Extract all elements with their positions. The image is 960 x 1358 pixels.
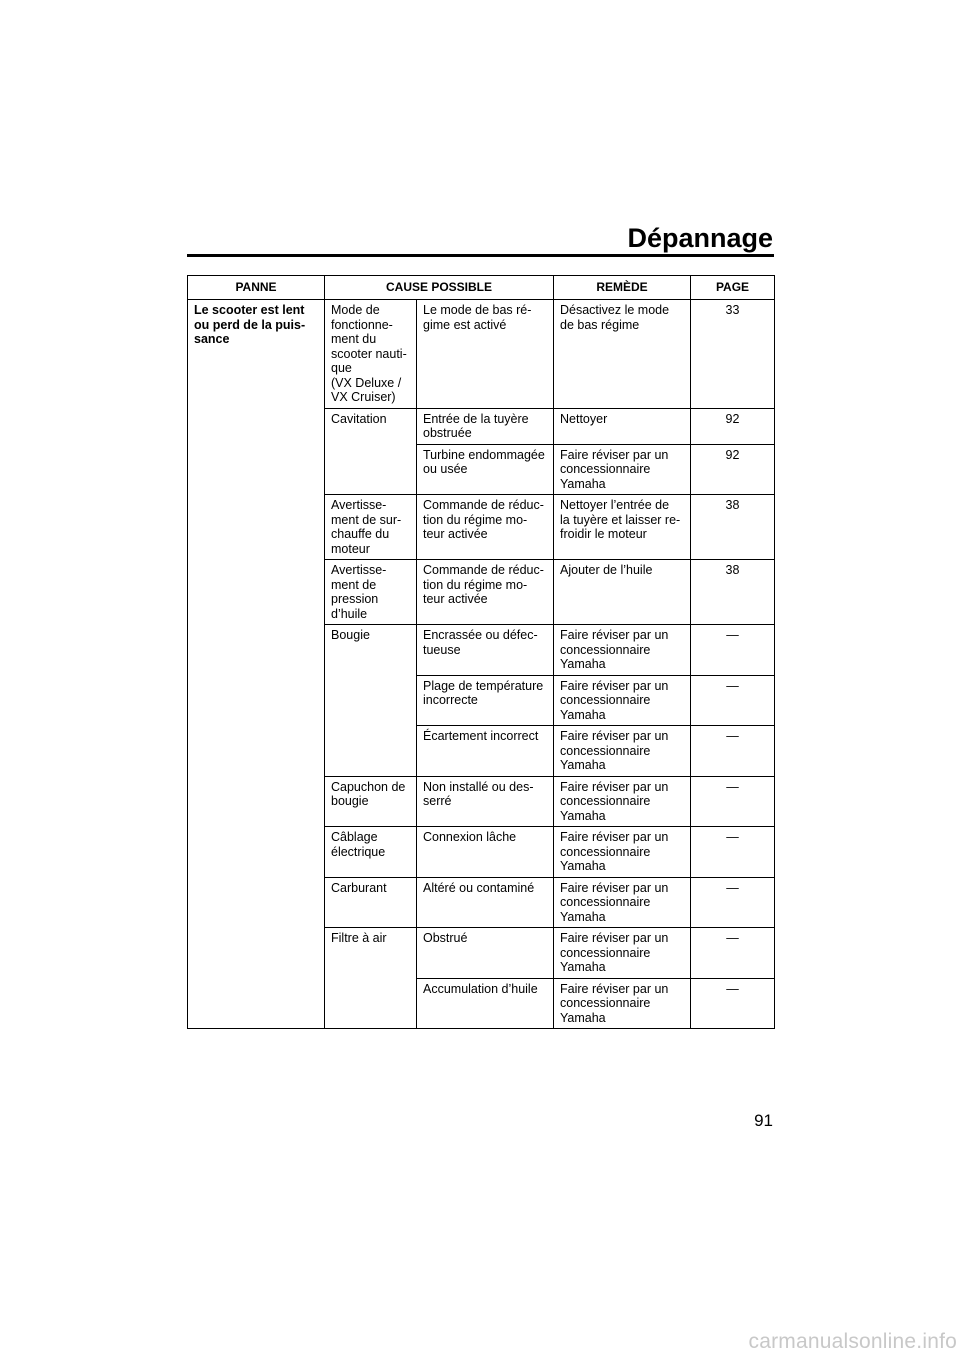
remede-cell: Désactivez le mode de bas régime bbox=[554, 300, 691, 409]
remede-cell: Nettoyer l’entrée de la tuyère et laisser re- froidir le moteur bbox=[554, 495, 691, 560]
header-panne: PANNE bbox=[188, 276, 325, 300]
title-rule bbox=[187, 254, 774, 257]
page-cell: — bbox=[691, 928, 775, 979]
cause-cell: Câblage électrique bbox=[325, 827, 417, 878]
detail-cell: Commande de réduc- tion du régime mo- teur activée bbox=[417, 495, 554, 560]
cause-cell: Carburant bbox=[325, 877, 417, 928]
remede-cell: Faire réviser par un concessionnaire Yamaha bbox=[554, 978, 691, 1029]
page-cell: 92 bbox=[691, 408, 775, 444]
page-cell: — bbox=[691, 978, 775, 1029]
page-cell: 38 bbox=[691, 560, 775, 625]
remede-cell: Faire réviser par un concessionnaire Yamaha bbox=[554, 877, 691, 928]
cause-cell: Mode de fonctionne- ment du scooter nauti- que (VX Deluxe / VX Cruiser) bbox=[325, 300, 417, 409]
remede-cell: Faire réviser par un concessionnaire Yamaha bbox=[554, 827, 691, 878]
remede-cell: Ajouter de l’huile bbox=[554, 560, 691, 625]
page-cell: 33 bbox=[691, 300, 775, 409]
cause-cell: Capuchon de bougie bbox=[325, 776, 417, 827]
cause-cell: Bougie bbox=[325, 625, 417, 777]
page-cell: — bbox=[691, 625, 775, 676]
table-row bbox=[188, 300, 775, 409]
detail-cell: Non installé ou des- serré bbox=[417, 776, 554, 827]
cause-cell: Cavitation bbox=[325, 408, 417, 495]
detail-cell: Le mode de bas ré- gime est activé bbox=[417, 300, 554, 409]
remede-cell: Faire réviser par un concessionnaire Yamaha bbox=[554, 444, 691, 495]
detail-cell: Commande de réduc- tion du régime mo- teur activée bbox=[417, 560, 554, 625]
cause-cell: Avertisse- ment de pression d’huile bbox=[325, 560, 417, 625]
page-cell: — bbox=[691, 726, 775, 777]
detail-cell: Altéré ou contaminé bbox=[417, 877, 554, 928]
page-cell: — bbox=[691, 827, 775, 878]
header-cause-possible: CAUSE POSSIBLE bbox=[325, 276, 554, 300]
cause-cell: Filtre à air bbox=[325, 928, 417, 1029]
page-cell: — bbox=[691, 877, 775, 928]
detail-cell: Accumulation d’huile bbox=[417, 978, 554, 1029]
remede-cell: Faire réviser par un concessionnaire Yamaha bbox=[554, 625, 691, 676]
remede-cell: Faire réviser par un concessionnaire Yamaha bbox=[554, 776, 691, 827]
cause-cell: Avertisse- ment de sur- chauffe du moteur bbox=[325, 495, 417, 560]
remede-cell: Faire réviser par un concessionnaire Yamaha bbox=[554, 726, 691, 777]
header-page: PAGE bbox=[691, 276, 775, 300]
detail-cell: Encrassée ou défec- tueuse bbox=[417, 625, 554, 676]
troubleshooting-table bbox=[187, 275, 775, 1029]
detail-cell: Entrée de la tuyère obstruée bbox=[417, 408, 554, 444]
watermark: carmanualsonline.info bbox=[748, 1330, 957, 1353]
detail-cell: Turbine endommagée ou usée bbox=[417, 444, 554, 495]
header-remede: REMÈDE bbox=[554, 276, 691, 300]
page-cell: 38 bbox=[691, 495, 775, 560]
panne-cell: Le scooter est lent ou perd de la puis- sance bbox=[188, 300, 325, 1029]
detail-cell: Écartement incorrect bbox=[417, 726, 554, 777]
page-cell: 92 bbox=[691, 444, 775, 495]
remede-cell: Nettoyer bbox=[554, 408, 691, 444]
remede-cell: Faire réviser par un concessionnaire Yamaha bbox=[554, 675, 691, 726]
page-title: Dépannage bbox=[627, 223, 773, 253]
detail-cell: Obstrué bbox=[417, 928, 554, 979]
detail-cell: Connexion lâche bbox=[417, 827, 554, 878]
page-cell: — bbox=[691, 776, 775, 827]
page-cell: — bbox=[691, 675, 775, 726]
page-number: 91 bbox=[754, 1111, 773, 1130]
table-header-row bbox=[188, 276, 775, 300]
detail-cell: Plage de température incorrecte bbox=[417, 675, 554, 726]
remede-cell: Faire réviser par un concessionnaire Yamaha bbox=[554, 928, 691, 979]
